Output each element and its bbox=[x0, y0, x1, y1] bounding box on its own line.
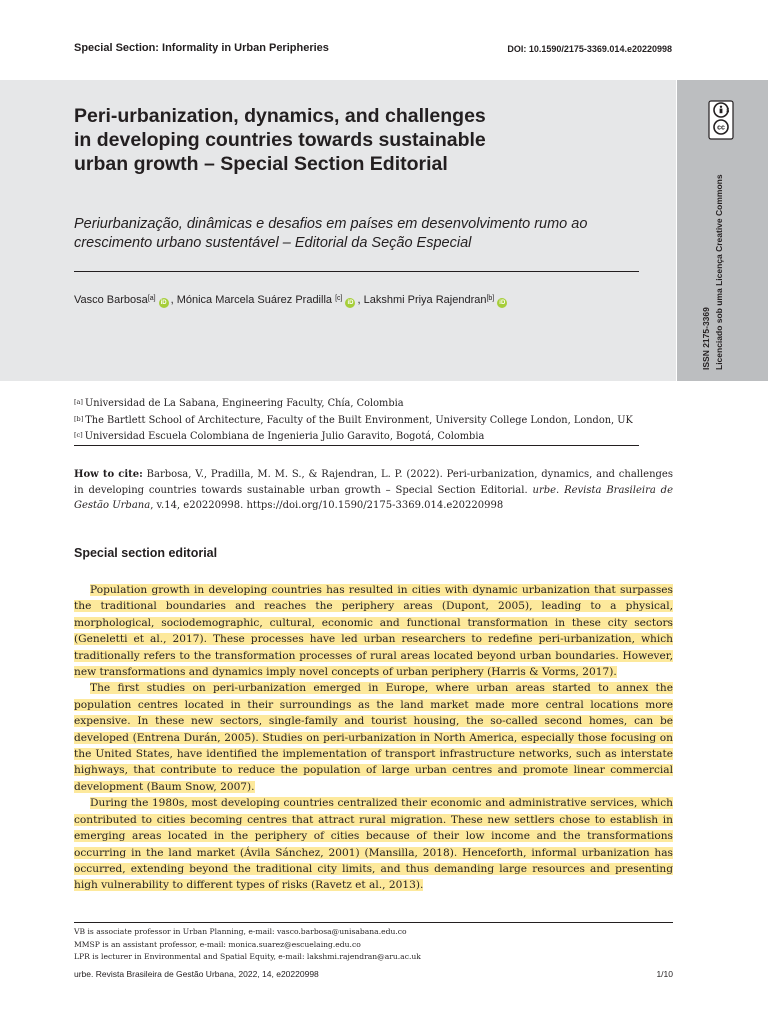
license-line: Licenciado sob uma Licença Creative Commons bbox=[714, 174, 724, 370]
affiliation-mark: [b] bbox=[486, 295, 495, 302]
author-name: Vasco Barbosa bbox=[74, 294, 148, 306]
section-heading: Special section editorial bbox=[74, 546, 218, 560]
paragraph bbox=[74, 795, 673, 893]
highlighted-text: During the 1980s, most developing countries centralized their economic and administrative services, which contributed to cities becoming centres that attract rural migration. These new settlers chose to establish in emerging areas located in the periphery of cities because of their low income and the transformations occurring in the land market (Ávila Sánchez, 2001) (Mansilla, 2018). Henceforth, informal urbanization has occurred, extending beyond the traditional city limits, and thus demanding large resources and presenting high vulnerability to different types of risks (Ravetz et al., 2013). bbox=[74, 797, 673, 892]
affiliations bbox=[74, 395, 633, 445]
doi-link[interactable]: DOI: 10.1590/2175-3369.014.e20220998 bbox=[507, 44, 672, 54]
paragraph bbox=[74, 680, 673, 795]
affiliation-item: [b] The Bartlett School of Architecture, Faculty of the Built Environment, University College London, London, UK bbox=[74, 414, 633, 426]
creative-commons-icon[interactable] bbox=[708, 100, 734, 140]
cite-journal: urbe. Revista Brasileira de Gestão Urbana bbox=[74, 484, 673, 511]
page-number: 1/10 bbox=[656, 969, 673, 979]
by-label: BY bbox=[726, 107, 730, 113]
affiliation-mark: [a] bbox=[147, 295, 156, 302]
footnotes bbox=[74, 926, 421, 964]
paragraph bbox=[74, 582, 673, 680]
how-to-cite bbox=[74, 467, 673, 514]
affiliation-item: [a] Universidad de La Sabana, Engineering Faculty, Chía, Colombia bbox=[74, 398, 404, 409]
footnote: LPR is lecturer in Environmental and Spatial Equity, e-mail: lakshmi.rajendran@aru.ac.uk bbox=[74, 952, 421, 961]
running-header-section: Special Section: Informality in Urban Peripheries bbox=[74, 42, 329, 54]
footnote-divider bbox=[74, 922, 673, 923]
cc-label: cc bbox=[717, 124, 725, 132]
footnote: MMSP is an assistant professor, e-mail: monica.suarez@escuelaing.edu.co bbox=[74, 939, 361, 949]
highlighted-text: The first studies on peri-urbanization emerged in Europe, where urban areas started to annex the population centres located in their surroundings as the land market made more central locations more expensive. In these new sectors, single-family and tourist housing, the so-called second homes, can be developed (Entrena Durán, 2005). Studies on peri-urbanization in North America, especially those focusing on the United States, have identified the implementation of transport infrastructure networks, such as interstate highways, that contribute to reduce the population of large urban centres and promote linear commercial development (Baum Snow, 2007). bbox=[74, 682, 673, 793]
affiliation-item: [c] Universidad Escuela Colombiana de Ingenieria Julio Garavito, Bogotá, Colombia bbox=[74, 431, 485, 442]
title-divider bbox=[74, 271, 639, 272]
affiliation-mark: [c] bbox=[335, 295, 343, 302]
orcid-icon[interactable]: iD bbox=[499, 300, 506, 306]
footnote: VB is associate professor in Urban Planning, e-mail: vasco.barbosa@unisabana.edu.co bbox=[74, 927, 407, 936]
author-name: Mónica Marcela Suárez Pradilla bbox=[176, 294, 333, 306]
author-list: Vasco Barbosa[a]iD , Mónica Marcela Suárez Pradilla [c]iD , Lakshmi Priya Rajendran[b]iD bbox=[74, 294, 506, 306]
orcid-icon[interactable]: iD bbox=[160, 300, 167, 306]
author-name: Lakshmi Priya Rajendran bbox=[363, 294, 487, 306]
license-vertical-text bbox=[700, 174, 726, 370]
footer-journal: urbe. Revista Brasileira de Gestão Urbana, 2022, 14, e20220998 bbox=[74, 969, 319, 979]
article-title: Peri-urbanization, dynamics, and challenges in developing countries towards sustainable urban growth – Special Section Editorial bbox=[74, 105, 486, 175]
cite-text: Barbosa, V., Pradilla, M. M. S., & Rajendran, L. P. (2022). Peri-urbanization, dynamics, and challenges in developing countries towards sustainable urban growth – Special Section Editorial. bbox=[74, 469, 673, 496]
highlighted-text: Population growth in developing countries has resulted in cities with dynamic urbanization that surpasses the traditional boundaries and reaches the periphery areas (Dupont, 2005), leading to a physical, morphological, sociodemographic, cultural, economic and functional transformation in these city sectors (Geneletti et al., 2017). These processes have led urban researchers to redefine peri-urbanization, which traditionally refers to the transformation processes of rural areas located beyond urban boundaries. However, new transformations and dynamics imply novel concepts of urban periphery (Harris & Vorms, 2017). bbox=[74, 584, 673, 679]
cite-tail[interactable]: , v.14, e20220998. https://doi.org/10.1590/2175-3369.014.e20220998 bbox=[150, 500, 504, 511]
affiliation-divider bbox=[74, 445, 639, 446]
cite-label: How to cite: bbox=[74, 469, 143, 480]
article-body bbox=[74, 582, 673, 894]
orcid-icon[interactable]: iD bbox=[347, 300, 354, 306]
article-subtitle: Periurbanização, dinâmicas e desafios em países em desenvolvimento rumo ao crescimento urbano sustentável – Editorial da Seção Especial bbox=[74, 216, 588, 251]
issn: ISSN 2175-3369 bbox=[701, 307, 711, 370]
